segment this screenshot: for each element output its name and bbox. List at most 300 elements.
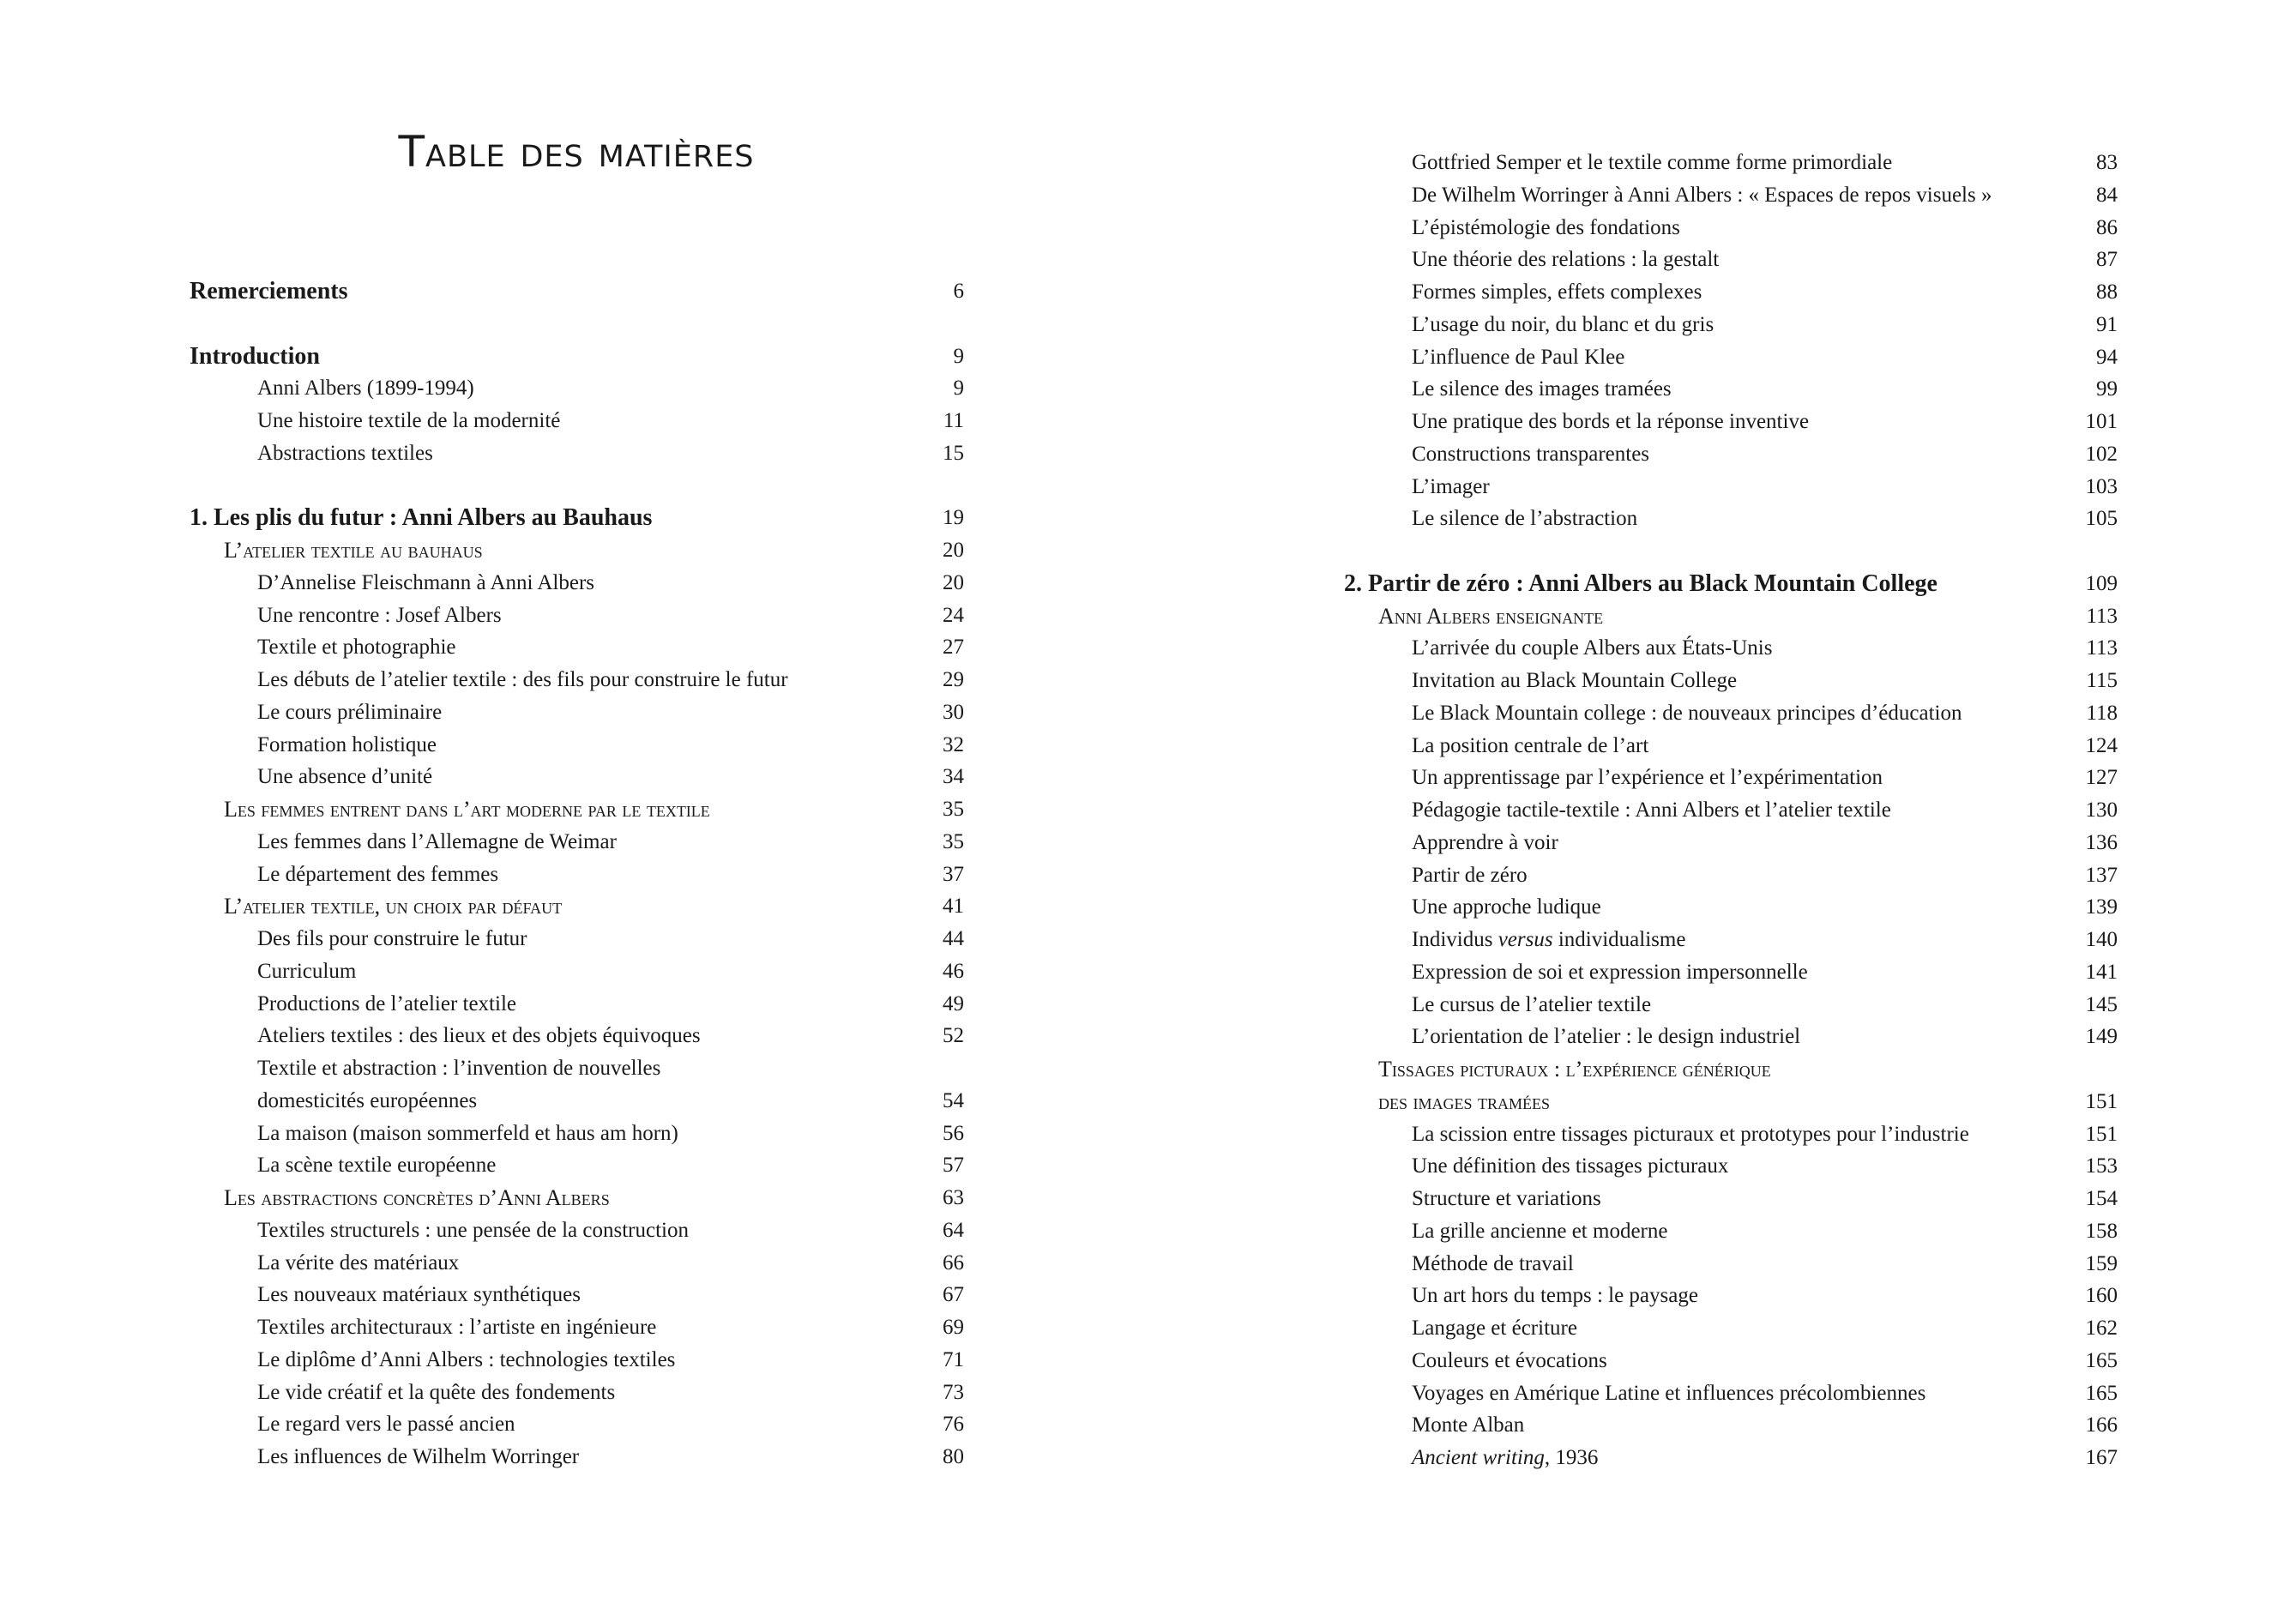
entry-title — [257, 696, 442, 729]
toc-entry[interactable] — [190, 1118, 964, 1150]
entry-title-part: L’atelier textile au bauhaus — [224, 538, 483, 563]
toc-entry[interactable] — [190, 988, 964, 1021]
page-number: 66 — [943, 1250, 964, 1275]
page-number: 115 — [2086, 669, 2118, 692]
entry-title-part: Curriculum — [257, 959, 357, 983]
toc-entry[interactable] — [1344, 1248, 2118, 1281]
entry-title-part: 1. Les plis du futur : Anni Albers au Bauhaus — [190, 504, 653, 532]
page-number: 37 — [943, 862, 964, 886]
page-number: 24 — [943, 603, 964, 627]
page-number: 99 — [2096, 377, 2118, 401]
toc-section[interactable] — [1344, 600, 2118, 633]
entry-title-part: Les femmes entrent dans l’art moderne par le textile — [224, 797, 710, 822]
entry-title-part: Langage et écriture — [1412, 1317, 1577, 1340]
toc-entry[interactable] — [190, 826, 964, 859]
entry-title-part: Abstractions textiles — [257, 441, 433, 465]
entry-title-part: Individus — [1412, 928, 1498, 951]
entry-title-part: L’orientation de l’atelier : le design industriel — [1412, 1025, 1801, 1049]
entry-title-part: Les nouveaux matériaux synthétiques — [257, 1283, 581, 1307]
entry-title-part: individualisme — [1552, 928, 1686, 951]
entry-title-part: Productions de l’atelier textile — [257, 991, 516, 1015]
toc-entry[interactable] — [190, 696, 964, 729]
entry-title-part: Le diplôme d’Anni Albers : technologies textiles — [257, 1347, 676, 1371]
entry-title — [1412, 471, 1490, 503]
page-number: 149 — [2085, 1025, 2118, 1049]
entry-title-part: La position centrale de l’art — [1412, 733, 1649, 757]
page-number: 124 — [2085, 733, 2118, 757]
page-number: 80 — [943, 1445, 964, 1468]
toc-entry[interactable] — [1344, 212, 2118, 244]
page-title: Table des matières — [398, 127, 755, 177]
page-number: 63 — [943, 1186, 964, 1209]
page-number: 103 — [2085, 474, 2118, 498]
entry-title-part: domesticités européennes — [257, 1088, 478, 1112]
entry-title-part: D’Annelise Fleischmann à Anni Albers — [257, 570, 594, 594]
toc-section[interactable] — [190, 890, 964, 923]
entry-title — [257, 1344, 675, 1377]
page-number: 52 — [943, 1024, 964, 1048]
toc-entry[interactable] — [1344, 794, 2118, 827]
entry-title-part: Le vide créatif et la quête des fondements — [257, 1380, 616, 1404]
entry-title — [1412, 1021, 1800, 1053]
page-number: 76 — [943, 1413, 964, 1437]
entry-title-part: La maison (maison sommerfeld et haus am horn) — [257, 1121, 678, 1145]
entry-title — [1412, 276, 1702, 309]
entry-title — [224, 890, 562, 923]
toc-chapter[interactable] — [190, 275, 964, 308]
page-number: 73 — [943, 1380, 964, 1404]
toc-entry[interactable] — [1344, 341, 2118, 374]
page-number: 113 — [2086, 604, 2118, 628]
page-number: 15 — [943, 441, 964, 465]
page-number: 35 — [943, 798, 964, 821]
entry-title — [190, 340, 320, 373]
entry-title — [1412, 406, 1809, 438]
toc-entry[interactable] — [1344, 924, 2118, 956]
page-number: 101 — [2085, 410, 2118, 433]
entry-title — [1412, 1442, 1598, 1474]
toc-chapter[interactable] — [190, 340, 964, 373]
entry-title-part: L’atelier textile, un choix par défaut — [224, 894, 563, 919]
page-number: 167 — [2085, 1446, 2118, 1469]
entry-title-part: Les abstractions concrètes d’Anni Albers — [224, 1185, 610, 1210]
toc-entry[interactable] — [1344, 632, 2118, 665]
entry-title — [1412, 503, 1637, 535]
page-number: 130 — [2085, 798, 2118, 822]
toc-entry[interactable] — [1344, 1118, 2118, 1151]
entry-title — [257, 1311, 656, 1344]
entry-title — [257, 631, 456, 664]
toc-section[interactable] — [190, 534, 964, 567]
page-number: 87 — [2096, 248, 2118, 272]
entry-title — [1412, 1183, 1601, 1215]
toc-entry[interactable] — [1344, 697, 2118, 730]
toc-entry[interactable] — [190, 1214, 964, 1247]
toc-entry[interactable] — [1344, 179, 2118, 212]
toc-left-column — [190, 275, 964, 1473]
entry-title-part: Textiles structurels : une pensée de la construction — [257, 1218, 689, 1242]
entry-title — [1412, 1280, 1698, 1312]
entry-title-part: Voyages en Amérique Latine et influences précolombiennes — [1412, 1381, 1926, 1405]
page-number: 88 — [2096, 280, 2118, 304]
entry-title — [257, 405, 560, 437]
entry-title — [257, 1085, 477, 1118]
entry-title-part: Les débuts de l’atelier textile : des fils pour construire le futur — [257, 668, 788, 691]
entry-title-part: Formes simples, effets complexes — [1412, 280, 1702, 304]
entry-title — [1412, 1409, 1524, 1442]
entry-title — [1412, 1312, 1577, 1345]
toc-entry[interactable] — [1344, 1377, 2118, 1410]
entry-title-part: Des fils pour construire le futur — [257, 927, 527, 950]
page-number: 105 — [2085, 507, 2118, 531]
entry-title — [224, 534, 483, 567]
page-number: 166 — [2085, 1413, 2118, 1437]
page-number: 9 — [953, 377, 964, 401]
entry-title — [257, 600, 502, 632]
page-number: 64 — [943, 1218, 964, 1242]
entry-title — [1412, 794, 1891, 827]
entry-title-part: Partir de zéro — [1412, 863, 1528, 887]
page-number: 160 — [2085, 1284, 2118, 1308]
entry-title-part: Ancient writing — [1412, 1446, 1545, 1469]
toc-entry[interactable] — [190, 1408, 964, 1441]
entry-title-part: L’épistémologie des fondations — [1412, 215, 1680, 239]
entry-title — [257, 1408, 515, 1441]
entry-title — [1412, 891, 1601, 924]
toc-entry[interactable] — [190, 859, 964, 891]
entry-title — [1412, 1118, 1969, 1151]
entry-title-part: Expression de soi et expression impersonnelle — [1412, 960, 1808, 984]
page-number: 165 — [2085, 1381, 2118, 1405]
entry-title-part: Une rencontre : Josef Albers — [257, 603, 502, 627]
entry-title-part: Constructions transparentes — [1412, 442, 1650, 466]
page-number: 137 — [2085, 863, 2118, 887]
entry-title-part: Monte Alban — [1412, 1413, 1525, 1437]
entry-title-part: Anni Albers (1899-1994) — [257, 377, 474, 401]
page-number: 44 — [943, 927, 964, 950]
toc-entry[interactable] — [190, 1052, 964, 1085]
page-number: 136 — [2085, 830, 2118, 854]
toc-entry[interactable] — [1344, 471, 2118, 503]
entry-title — [1412, 1248, 1574, 1281]
toc-section[interactable] — [1344, 1086, 2118, 1118]
entry-title — [1412, 665, 1737, 697]
entry-title — [1412, 1377, 1925, 1410]
entry-title-part: Le silence de l’abstraction — [1412, 507, 1638, 531]
entry-title — [1412, 147, 1892, 179]
entry-title — [1412, 309, 1714, 341]
entry-title-part: Une définition des tissages picturaux — [1412, 1154, 1729, 1178]
entry-title-part: Formation holistique — [257, 732, 437, 756]
entry-title — [1412, 1150, 1728, 1183]
toc-entry[interactable] — [1344, 762, 2118, 794]
entry-title-part: Introduction — [190, 342, 320, 370]
entry-title-part: Ateliers textiles : des lieux et des objets équivoques — [257, 1024, 701, 1048]
spacer — [190, 308, 964, 340]
entry-title-part: Une théorie des relations : la gestalt — [1412, 248, 1720, 272]
entry-title-part: Remerciements — [190, 278, 348, 304]
page-number: 151 — [2085, 1122, 2118, 1146]
entry-title — [257, 437, 433, 470]
toc-entry[interactable] — [1344, 891, 2118, 924]
entry-title-part: Les femmes dans l’Allemagne de Weimar — [257, 829, 617, 853]
toc-entry[interactable] — [1344, 1021, 2118, 1053]
entry-title-part: Une absence d’unité — [257, 765, 433, 789]
toc-entry[interactable] — [190, 1085, 964, 1118]
entry-title-part: Le cours préliminaire — [257, 700, 443, 724]
toc-entry[interactable] — [1344, 147, 2118, 179]
entry-title — [1412, 827, 1558, 859]
entry-title-part: L’usage du noir, du blanc et du gris — [1412, 312, 1714, 336]
page-number: 20 — [943, 539, 964, 562]
entry-title-part: L’imager — [1412, 474, 1490, 498]
toc-entry[interactable] — [190, 955, 964, 988]
toc-entry[interactable] — [1344, 665, 2118, 697]
entry-title-part: Anni Albers enseignante — [1378, 603, 1604, 629]
toc-section[interactable] — [190, 793, 964, 826]
entry-title — [257, 664, 788, 696]
toc-entry[interactable] — [190, 1279, 964, 1311]
entry-title — [224, 793, 710, 826]
page-number: 102 — [2085, 442, 2118, 466]
page-number: 41 — [943, 895, 964, 919]
entry-title-part: Apprendre à voir — [1412, 830, 1558, 854]
entry-title — [257, 567, 594, 600]
entry-title-part: Structure et variations — [1412, 1187, 1601, 1210]
toc-entry[interactable] — [190, 1247, 964, 1280]
entry-title — [257, 826, 617, 859]
entry-title — [257, 859, 498, 891]
page-number: 158 — [2085, 1219, 2118, 1243]
entry-title — [1378, 1086, 1550, 1118]
page-number: 83 — [2096, 151, 2118, 174]
entry-title — [1412, 179, 1992, 212]
page-number: 35 — [943, 829, 964, 853]
toc-entry[interactable] — [190, 567, 964, 600]
entry-title — [257, 1279, 581, 1311]
page-number: 139 — [2085, 895, 2118, 919]
entry-title-part: Le cursus de l’atelier textile — [1412, 992, 1652, 1016]
toc-entry[interactable] — [1344, 309, 2118, 341]
toc-entry[interactable] — [1344, 1409, 2118, 1442]
toc-entry[interactable] — [1344, 373, 2118, 406]
toc-entry[interactable] — [1344, 1150, 2118, 1183]
entry-title-part: Une pratique des bords et la réponse inventive — [1412, 410, 1810, 433]
entry-title-part: Textile et photographie — [257, 636, 456, 660]
toc-entry[interactable] — [1344, 1215, 2118, 1248]
page-number: 109 — [2085, 571, 2118, 595]
page-number: 30 — [943, 700, 964, 724]
entry-title — [1412, 956, 1808, 989]
toc-section[interactable] — [190, 1182, 964, 1214]
entry-title-part: Gottfried Semper et le textile comme forme primordiale — [1412, 151, 1893, 174]
page-number: 54 — [943, 1088, 964, 1112]
entry-title — [1412, 1345, 1607, 1377]
page-number: 91 — [2096, 312, 2118, 336]
page-number: 67 — [943, 1283, 964, 1307]
toc-entry[interactable] — [1344, 438, 2118, 471]
page-number: 140 — [2085, 928, 2118, 951]
entry-title-part: Un art hors du temps : le paysage — [1412, 1284, 1698, 1308]
toc-section[interactable] — [1344, 1053, 2118, 1086]
page-number: 57 — [943, 1154, 964, 1178]
entry-title-part: La grille ancienne et moderne — [1412, 1219, 1668, 1243]
entry-title-part: Le Black Mountain college : de nouveaux principes d’éducation — [1412, 701, 1962, 725]
entry-title — [257, 1020, 701, 1052]
toc-entry[interactable] — [1344, 1183, 2118, 1215]
page-number: 46 — [943, 959, 964, 983]
page-number: 154 — [2085, 1187, 2118, 1210]
toc-entry[interactable] — [190, 729, 964, 762]
entry-title-part: Une histoire textile de la modernité — [257, 409, 561, 432]
entry-title — [257, 729, 437, 762]
page-number: 29 — [943, 668, 964, 691]
entry-title-part: Pédagogie tactile-textile : Anni Albers et l’atelier textile — [1412, 798, 1891, 822]
entry-title — [257, 1149, 496, 1182]
page-number: 34 — [943, 765, 964, 789]
page-number: 118 — [2086, 701, 2118, 725]
page-number: 151 — [2085, 1089, 2118, 1113]
entry-title — [1412, 762, 1883, 794]
entry-title — [1412, 341, 1624, 374]
entry-title-part: des images tramées — [1378, 1088, 1551, 1114]
entry-title-part: De Wilhelm Worringer à Anni Albers : « Espaces de repos visuels » — [1412, 183, 1992, 207]
entry-title-part: Une approche ludique — [1412, 895, 1601, 919]
entry-title — [257, 1214, 689, 1247]
page-number: 19 — [943, 506, 964, 530]
toc-entry[interactable] — [190, 631, 964, 664]
page-number: 159 — [2085, 1251, 2118, 1275]
page-number: 27 — [943, 636, 964, 660]
toc-entry[interactable] — [1344, 276, 2118, 309]
page-number: 71 — [943, 1347, 964, 1371]
page-number: 141 — [2085, 960, 2118, 984]
entry-title-part: Couleurs et évocations — [1412, 1348, 1607, 1372]
entry-title — [257, 988, 516, 1021]
entry-title — [190, 502, 652, 534]
entry-title — [1412, 212, 1680, 244]
entry-title-part: Invitation au Black Mountain College — [1412, 669, 1738, 692]
entry-title — [257, 923, 527, 955]
entry-title — [1412, 859, 1528, 892]
toc-entry[interactable] — [1344, 956, 2118, 989]
entry-title — [1344, 568, 1937, 600]
toc-entry[interactable] — [1344, 1442, 2118, 1474]
entry-title — [257, 372, 474, 405]
page-number: 9 — [953, 344, 964, 368]
entry-title — [1412, 438, 1649, 471]
entry-title — [257, 761, 432, 793]
toc-entry[interactable] — [190, 1149, 964, 1182]
toc-chapter[interactable] — [190, 502, 964, 534]
entry-title-part: Le regard vers le passé ancien — [257, 1413, 515, 1437]
toc-entry[interactable] — [1344, 1280, 2118, 1312]
toc-entry[interactable] — [1344, 989, 2118, 1021]
entry-title-part: L’arrivée du couple Albers aux États-Unis — [1412, 636, 1773, 660]
entry-title-part: L’influence de Paul Klee — [1412, 345, 1625, 369]
spacer — [1344, 535, 2118, 568]
entry-title — [1412, 989, 1651, 1021]
entry-title — [1412, 730, 1648, 762]
page-number: 94 — [2096, 345, 2118, 369]
entry-title-part: La scission entre tissages picturaux et prototypes pour l’industrie — [1412, 1122, 1969, 1146]
entry-title — [257, 1247, 459, 1280]
entry-title — [1378, 1053, 1771, 1086]
toc-entry[interactable] — [190, 761, 964, 793]
entry-title — [257, 1118, 678, 1150]
entry-title — [1378, 600, 1603, 633]
toc-entry[interactable] — [190, 372, 964, 405]
entry-title — [1412, 697, 1962, 730]
toc-entry[interactable] — [190, 437, 964, 470]
entry-title — [1412, 632, 1772, 665]
toc-entry[interactable] — [190, 664, 964, 696]
entry-title-part: versus — [1498, 928, 1553, 951]
toc-entry[interactable] — [190, 1441, 964, 1473]
page-number: 49 — [943, 991, 964, 1015]
toc-entry[interactable] — [190, 600, 964, 632]
toc-entry[interactable] — [1344, 1345, 2118, 1377]
page-number: 165 — [2085, 1348, 2118, 1372]
page-number: 127 — [2085, 766, 2118, 790]
page-number: 11 — [943, 409, 964, 432]
entry-title — [1412, 1215, 1667, 1248]
entry-title — [1412, 924, 1685, 956]
toc-entry[interactable] — [1344, 1312, 2118, 1345]
entry-title-part: Un apprentissage par l’expérience et l’expérimentation — [1412, 766, 1883, 790]
entry-title-part: La vérite des matériaux — [257, 1250, 460, 1275]
toc-entry[interactable] — [190, 1344, 964, 1377]
page-number: 56 — [943, 1121, 964, 1145]
entry-title-part: 2. Partir de zéro : Anni Albers au Black Mountain College — [1344, 569, 1937, 597]
page-number: 6 — [953, 280, 964, 303]
toc-entry[interactable] — [190, 1377, 964, 1409]
entry-title-part: Le silence des images tramées — [1412, 377, 1672, 401]
toc-chapter[interactable] — [1344, 568, 2118, 600]
entry-title — [257, 1377, 615, 1409]
toc-entry[interactable] — [1344, 406, 2118, 438]
toc-entry[interactable] — [1344, 859, 2118, 892]
page-number: 32 — [943, 732, 964, 756]
entry-title — [257, 1052, 660, 1085]
toc-entry[interactable] — [190, 923, 964, 955]
toc-entry[interactable] — [1344, 244, 2118, 276]
entry-title — [224, 1182, 610, 1214]
page-number: 145 — [2085, 992, 2118, 1016]
toc-entry[interactable] — [1344, 730, 2118, 762]
toc-entry[interactable] — [1344, 827, 2118, 859]
page-number: 86 — [2096, 215, 2118, 239]
toc-entry[interactable] — [1344, 503, 2118, 535]
entry-title — [1412, 244, 1719, 276]
entry-title-part: Textiles architecturaux : l’artiste en ingénieure — [257, 1316, 657, 1339]
spacer — [190, 470, 964, 503]
entry-title-part: Les influences de Wilhelm Worringer — [257, 1445, 580, 1468]
entry-title — [1412, 373, 1672, 406]
page-number: 84 — [2096, 183, 2118, 207]
page-number: 153 — [2085, 1154, 2118, 1178]
entry-title-part: Tissages picturaux : l’expérience générique — [1378, 1057, 1771, 1082]
entry-title-part: Le département des femmes — [257, 862, 499, 886]
toc-entry[interactable] — [190, 1020, 964, 1052]
page-number: 162 — [2085, 1317, 2118, 1340]
toc-entry[interactable] — [190, 405, 964, 437]
entry-title — [190, 275, 348, 308]
entry-title-part: Textile et abstraction : l’invention de nouvelles — [257, 1057, 661, 1080]
entry-title — [257, 955, 356, 988]
page-number: 113 — [2086, 636, 2118, 660]
toc-entry[interactable] — [190, 1311, 964, 1344]
